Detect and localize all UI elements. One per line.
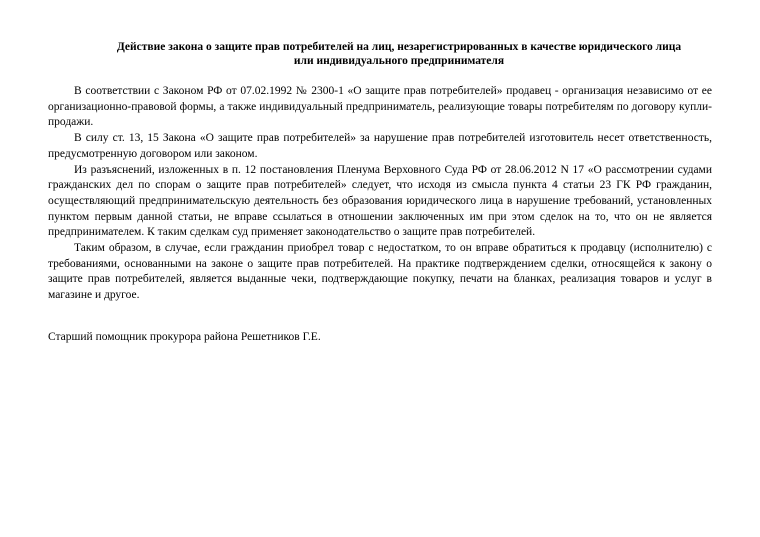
title-line-2: или индивидуального предпринимателя xyxy=(293,55,505,67)
document-body xyxy=(48,84,712,304)
paragraph-4: Таким образом, в случае, если гражданин приобрел товар с недостатком, то он вправе обратиться к продавцу (исполнителю) с требованиями, основанными на законе о защите прав потребителей. На практике подтверждением сделки, относящейся к закону о защите прав потребителей, является выданные чеки, подтверждающие покупку, печати на бланках, реализация товаров и услуг в магазине и другое. xyxy=(48,242,712,302)
paragraph-2: В силу ст. 13, 15 Закона «О защите прав потребителей» за нарушение прав потребителей изготовитель несет ответственность, предусмотренную договором или законом. xyxy=(48,132,712,160)
paragraph-3: Из разъяснений, изложенных в п. 12 постановления Пленума Верховного Суда РФ от 28.06.2012 N 17 «О рассмотрении судами гражданских дел по спорам о защите прав потребителей» следует, что исходя из смысла пункта 4 статьи 23 ГК РФ гражданин, осуществляющий предпринимательскую деятельность без образования юридического лица в нарушение требований, установленных пунктом первым данной статьи, не вправе ссылаться в отношении заключенных им при этом сделок на то, что он не является предпринимателем. К таким сделкам суд применяет законодательство о защите прав потребителей. xyxy=(48,163,712,239)
signature-line: Старший помощник прокурора района Решетников Г.Е. xyxy=(48,330,321,343)
document-title xyxy=(48,40,712,68)
paragraph-1: В соответствии с Законом РФ от 07.02.1992 № 2300-1 «О защите прав потребителей» продавец - организация независимо от ее организационно-правовой формы, а также индивидуальный предприниматель, реализующие товары потребителям по договору купли-продажи. xyxy=(48,85,712,129)
title-line-1: Действие закона о защите прав потребителей на лиц, незарегистрированных в качестве юридического лица xyxy=(116,41,682,53)
